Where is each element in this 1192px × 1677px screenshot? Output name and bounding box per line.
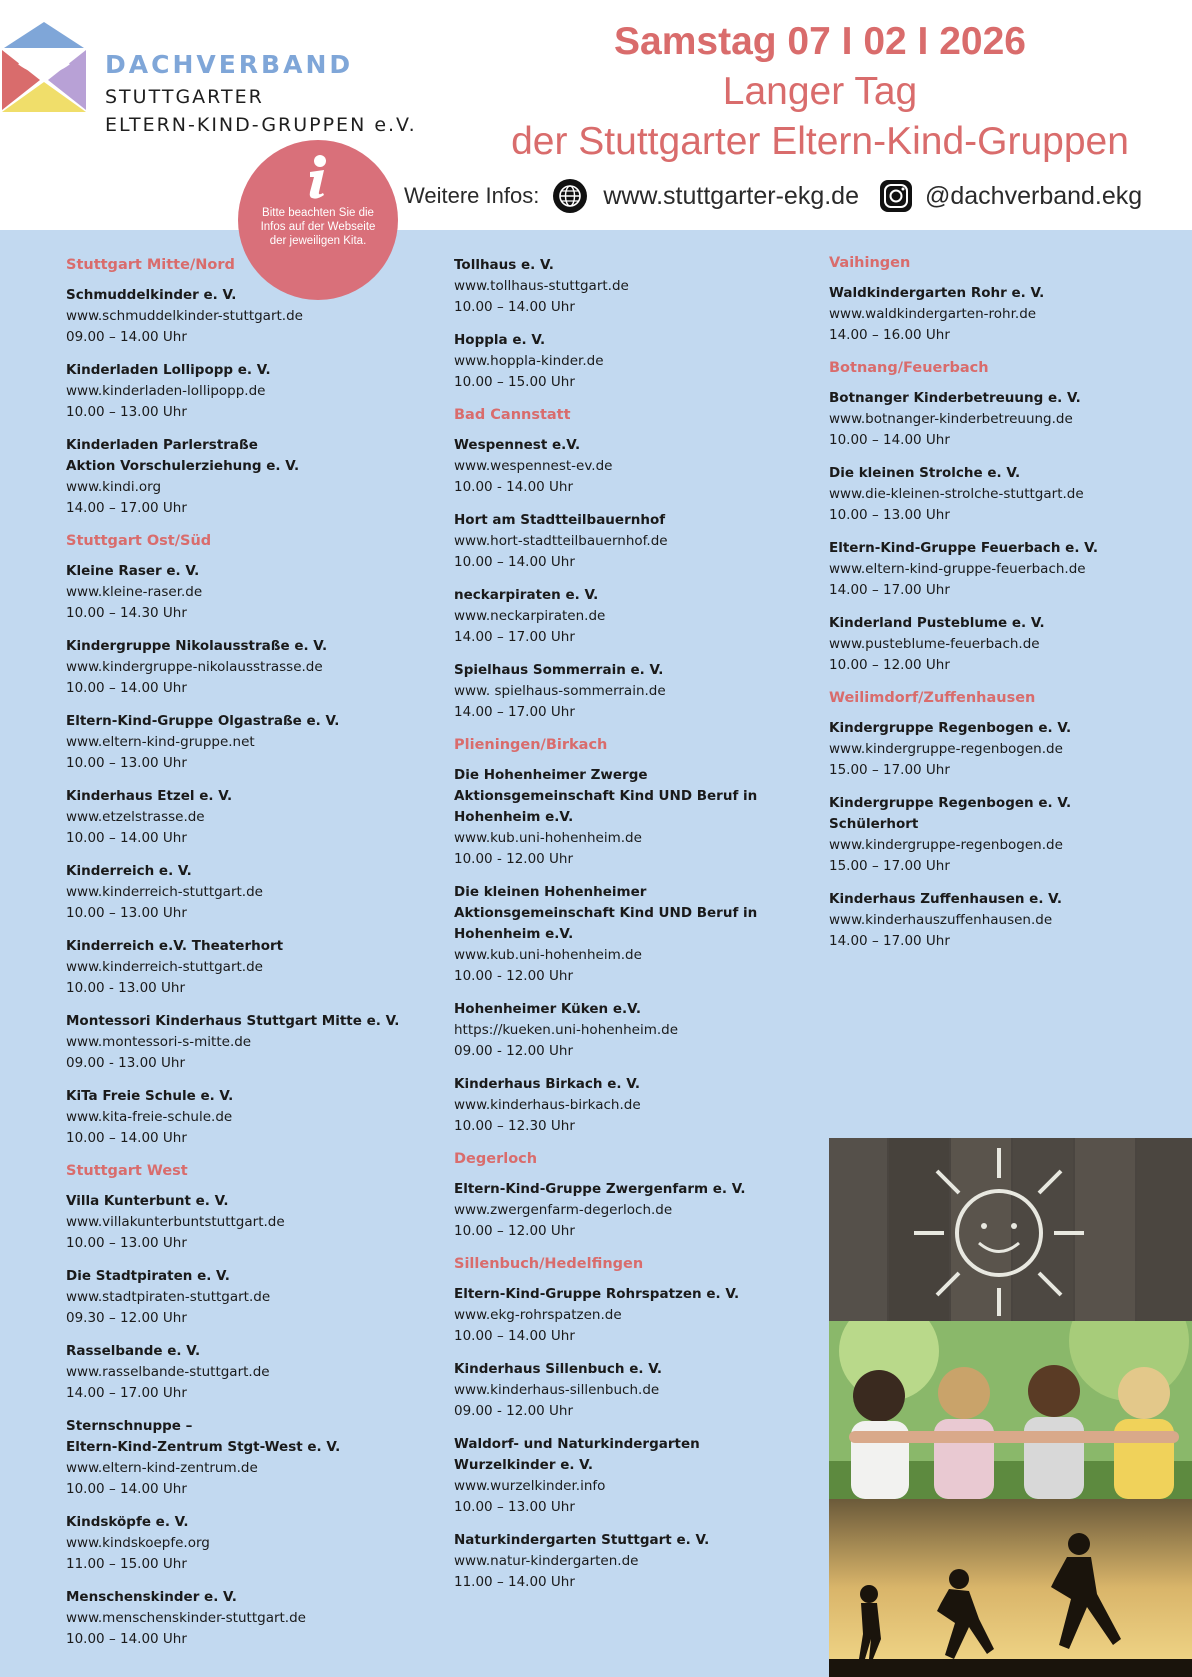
kita-entry (66, 1191, 426, 1254)
kita-name: Die Stadtpiraten e. V. (66, 1268, 230, 1284)
kita-opening-time: 10.00 – 12.00 Uhr (829, 657, 950, 673)
kita-name: Eltern-Kind-Gruppe Rohrspatzen e. V. (454, 1286, 740, 1302)
kita-website-link[interactable]: www.eltern-kind-zentrum.de (66, 1460, 258, 1476)
kita-website-link[interactable]: www.natur-kindergarten.de (454, 1553, 639, 1569)
kita-website-link[interactable]: www.kinderladen-lollipopp.de (66, 383, 266, 399)
kita-entry (66, 861, 426, 924)
kita-opening-time: 14.00 – 16.00 Uhr (829, 327, 950, 343)
kita-opening-time: 09.30 – 12.00 Uhr (66, 1310, 187, 1326)
info-badge (238, 140, 398, 300)
kita-name: Kinderreich e. V. (66, 863, 192, 879)
kita-name: Villa Kunterbunt e. V. (66, 1193, 229, 1209)
kita-opening-time: 09.00 - 12.00 Uhr (454, 1043, 574, 1059)
kita-opening-time: 09.00 - 12.00 Uhr (454, 1403, 574, 1419)
event-date: Samstag 07 I 02 I 2026 (614, 20, 1026, 63)
kita-opening-time: 09.00 - 13.00 Uhr (66, 1055, 186, 1071)
kita-name: Waldorf- und Naturkindergarten Wurzelkinder e. V. (454, 1436, 700, 1473)
kita-website-link[interactable]: www.zwergenfarm-degerloch.de (454, 1202, 673, 1218)
kita-entry (454, 255, 814, 318)
kita-website-link[interactable]: www.wespennest-ev.de (454, 458, 613, 474)
kita-website-link[interactable]: www.schmuddelkinder-stuttgart.de (66, 308, 303, 324)
kita-opening-time: 10.00 – 13.00 Uhr (66, 755, 187, 771)
region-heading: Plieningen/Birkach (454, 737, 608, 753)
kita-entry (66, 1086, 426, 1149)
kita-entry (454, 1359, 814, 1422)
kita-opening-time: 09.00 – 14.00 Uhr (66, 329, 187, 345)
kita-entry (829, 538, 1189, 601)
kita-name: Kinderladen Parlerstraße Aktion Vorschulerziehung e. V. (66, 437, 300, 474)
kita-opening-time: 10.00 – 14.00 Uhr (829, 432, 950, 448)
kita-name: Kinderhaus Sillenbuch e. V. (454, 1361, 663, 1377)
kita-entry (454, 1434, 814, 1518)
kita-opening-time: 10.00 – 12.30 Uhr (454, 1118, 575, 1134)
kita-website-link[interactable]: www.kindskoepfe.org (66, 1535, 210, 1551)
kita-opening-time: 11.00 – 15.00 Uhr (66, 1556, 187, 1572)
region-heading: Stuttgart Ost/Süd (66, 533, 212, 549)
children-running-sunset-photo (829, 1499, 1192, 1677)
kita-entry (66, 435, 426, 519)
region-heading: Vaihingen (829, 255, 911, 271)
kita-name: KiTa Freie Schule e. V. (66, 1088, 234, 1104)
dachverband-logo (0, 18, 88, 138)
kita-opening-time: 10.00 – 15.00 Uhr (454, 374, 575, 390)
kita-website-link[interactable]: https://kueken.uni-hohenheim.de (454, 1022, 679, 1038)
kita-website-link[interactable]: www.ekg-rohrspatzen.de (454, 1307, 622, 1323)
kita-website-link[interactable]: www. spielhaus-sommerrain.de (454, 683, 666, 699)
kita-opening-time: 10.00 – 14.30 Uhr (66, 605, 187, 621)
kita-website-link[interactable]: www.die-kleinen-strolche-stuttgart.de (829, 486, 1084, 502)
kita-name: Kinderhaus Birkach e. V. (454, 1076, 641, 1092)
kita-website-link[interactable]: www.kinderreich-stuttgart.de (66, 959, 263, 975)
kita-entry (454, 660, 814, 723)
kita-opening-time: 11.00 – 14.00 Uhr (454, 1574, 575, 1590)
region-heading: Bad Cannstatt (454, 407, 571, 423)
kita-entry (66, 1512, 426, 1575)
kita-website-link[interactable]: www.kinderhaus-birkach.de (454, 1097, 641, 1113)
kita-entry (454, 999, 814, 1062)
event-title-line2: der Stuttgarter Eltern-Kind-Gruppen (511, 120, 1129, 163)
kita-name: Wespennest e.V. (454, 437, 581, 453)
info-row (404, 178, 1142, 214)
kita-entry (829, 613, 1189, 676)
kita-opening-time: 10.00 – 13.00 Uhr (829, 507, 950, 523)
kita-website-link[interactable]: www.kindergruppe-regenbogen.de (829, 741, 1063, 757)
kita-entry (454, 585, 814, 648)
chalk-sun-photo (829, 1138, 1192, 1321)
kita-website-link[interactable]: www.kub.uni-hohenheim.de (454, 830, 642, 846)
kita-opening-time: 14.00 – 17.00 Uhr (454, 704, 575, 720)
instagram-handle[interactable]: @dachverband.ekg (925, 181, 1143, 210)
kita-name: Naturkindergarten Stuttgart e. V. (454, 1532, 710, 1548)
kita-name: Waldkindergarten Rohr e. V. (829, 285, 1045, 301)
kita-website-link[interactable]: www.kleine-raser.de (66, 584, 203, 600)
kita-opening-time: 10.00 - 14.00 Uhr (454, 479, 574, 495)
kita-name: Eltern-Kind-Gruppe Feuerbach e. V. (829, 540, 1098, 556)
photo-collage (829, 1138, 1192, 1677)
kita-entry (66, 561, 426, 624)
column-2 (454, 255, 814, 1605)
kita-entry (829, 718, 1189, 781)
kita-name: Hoppla e. V. (454, 332, 546, 348)
kita-website-link[interactable]: www.kita-freie-schule.de (66, 1109, 233, 1125)
kita-name: Sternschnuppe – Eltern-Kind-Zentrum Stgt-West e. V. (66, 1418, 341, 1455)
kita-name: Hort am Stadtteilbauernhof (454, 512, 666, 528)
kita-entry (454, 765, 814, 870)
kita-entry (454, 1074, 814, 1137)
kita-opening-time: 14.00 – 17.00 Uhr (66, 1385, 187, 1401)
kita-opening-time: 14.00 – 17.00 Uhr (829, 582, 950, 598)
kita-entry (829, 793, 1189, 877)
kita-name: Kinderhaus Etzel e. V. (66, 788, 233, 804)
kita-name: Kinderladen Lollipopp e. V. (66, 362, 271, 378)
kita-opening-time: 10.00 – 14.00 Uhr (454, 1328, 575, 1344)
instagram-icon (879, 179, 913, 213)
kita-entry (66, 1266, 426, 1329)
info-icon (293, 152, 343, 202)
kita-name: neckarpiraten e. V. (454, 587, 599, 603)
column-3 (829, 253, 1189, 964)
kita-website-link[interactable]: www.kinderreich-stuttgart.de (66, 884, 263, 900)
column-1 (66, 255, 426, 1662)
kita-entry (829, 283, 1189, 346)
kita-entry (66, 360, 426, 423)
org-name-line3: ELTERN-KIND-GRUPPEN e.V. (105, 114, 417, 136)
kita-entry (454, 1284, 814, 1347)
region-heading: Botnang/Feuerbach (829, 360, 989, 376)
website-link[interactable]: www.stuttgarter-ekg.de (603, 181, 859, 210)
kita-opening-time: 10.00 – 14.00 Uhr (66, 1130, 187, 1146)
kita-opening-time: 10.00 – 14.00 Uhr (66, 830, 187, 846)
kita-name: Kleine Raser e. V. (66, 563, 200, 579)
kita-website-link[interactable]: www.stadtpiraten-stuttgart.de (66, 1289, 271, 1305)
event-title-line1: Langer Tag (722, 70, 918, 113)
kita-entry (454, 510, 814, 573)
kita-name: Menschenskinder e. V. (66, 1589, 237, 1605)
kita-website-link[interactable]: www.tollhaus-stuttgart.de (454, 278, 629, 294)
kita-opening-time: 10.00 - 13.00 Uhr (66, 980, 186, 996)
kita-name: Kindergruppe Nikolausstraße e. V. (66, 638, 328, 654)
kita-website-link[interactable]: www.kinderhaus-sillenbuch.de (454, 1382, 660, 1398)
kita-opening-time: 10.00 – 12.00 Uhr (454, 1223, 575, 1239)
kita-website-link[interactable]: www.kinderhauszuffenhausen.de (829, 912, 1053, 928)
kita-entry (66, 786, 426, 849)
kita-opening-time: 10.00 – 13.00 Uhr (66, 905, 187, 921)
info-label: Weitere Infos: (404, 183, 540, 208)
kita-website-link[interactable]: www.kindergruppe-regenbogen.de (829, 837, 1063, 853)
kita-entry (454, 1530, 814, 1593)
kita-opening-time: 10.00 – 14.00 Uhr (66, 1481, 187, 1497)
kita-website-link[interactable]: www.neckarpiraten.de (454, 608, 606, 624)
badge-text: Bitte beachten Sie die Infos auf der Webseite der jeweiligen Kita. (260, 207, 376, 247)
kita-entry (66, 285, 426, 348)
kita-website-link[interactable]: www.montessori-s-mitte.de (66, 1034, 252, 1050)
kita-name: Spielhaus Sommerrain e. V. (454, 662, 664, 678)
kita-entry (66, 936, 426, 999)
kita-opening-time: 10.00 – 14.00 Uhr (454, 554, 575, 570)
region-heading: Weilimdorf/Zuffenhausen (829, 690, 1036, 706)
kita-website-link[interactable]: www.hort-stadtteilbauernhof.de (454, 533, 668, 549)
kita-website-link[interactable]: www.kub.uni-hohenheim.de (454, 947, 642, 963)
kita-name: Die kleinen Strolche e. V. (829, 465, 1021, 481)
kita-website-link[interactable]: www.menschenskinder-stuttgart.de (66, 1610, 306, 1626)
kita-website-link[interactable]: www.kindergruppe-nikolausstrasse.de (66, 659, 323, 675)
kita-name: Kinderhaus Zuffenhausen e. V. (829, 891, 1063, 907)
globe-icon (553, 179, 587, 213)
kita-website-link[interactable]: www.etzelstrasse.de (66, 809, 205, 825)
kita-entry (66, 1416, 426, 1500)
kita-entry (454, 1179, 814, 1242)
kita-opening-time: 10.00 – 14.00 Uhr (66, 680, 187, 696)
kita-name: Die kleinen Hohenheimer Aktionsgemeinschaft Kind UND Beruf in Hohenheim e.V. (454, 884, 758, 942)
kita-entry (66, 1587, 426, 1650)
kita-name: Montessori Kinderhaus Stuttgart Mitte e. V. (66, 1013, 400, 1029)
kita-name: Botnanger Kinderbetreuung e. V. (829, 390, 1081, 406)
header (0, 0, 1192, 230)
kita-website-link[interactable]: www.wurzelkinder.info (454, 1478, 606, 1494)
kita-entry (454, 435, 814, 498)
kita-entry (829, 388, 1189, 451)
kita-name: Kindergruppe Regenbogen e. V. Schülerhort (829, 795, 1072, 832)
kita-entry (829, 889, 1189, 952)
org-name-line1: DACHVERBAND (105, 50, 354, 79)
kita-website-link[interactable]: www.rasselbande-stuttgart.de (66, 1364, 270, 1380)
kita-website-link[interactable]: www.eltern-kind-gruppe.net (66, 734, 255, 750)
kita-website-link[interactable]: www.hoppla-kinder.de (454, 353, 604, 369)
kita-opening-time: 14.00 – 17.00 Uhr (454, 629, 575, 645)
kita-entry (66, 1341, 426, 1404)
kita-opening-time: 10.00 – 13.00 Uhr (66, 404, 187, 420)
kita-website-link[interactable]: www.eltern-kind-gruppe-feuerbach.de (829, 561, 1086, 577)
org-name-line2: STUTTGARTER (105, 86, 264, 108)
kita-opening-time: 10.00 – 14.00 Uhr (66, 1631, 187, 1647)
kita-entry (829, 463, 1189, 526)
region-heading: Stuttgart Mitte/Nord (66, 257, 235, 273)
kita-website-link[interactable]: www.botnanger-kinderbetreuung.de (829, 411, 1073, 427)
kita-entry (66, 711, 426, 774)
kita-opening-time: 10.00 - 12.00 Uhr (454, 851, 574, 867)
kita-opening-time: 10.00 – 13.00 Uhr (66, 1235, 187, 1251)
kita-opening-time: 14.00 – 17.00 Uhr (66, 500, 187, 516)
kita-website-link[interactable]: www.waldkindergarten-rohr.de (829, 306, 1037, 322)
kita-opening-time: 10.00 – 13.00 Uhr (454, 1499, 575, 1515)
kita-name: Kindergruppe Regenbogen e. V. (829, 720, 1072, 736)
kita-opening-time: 10.00 – 14.00 Uhr (454, 299, 575, 315)
kita-opening-time: 14.00 – 17.00 Uhr (829, 933, 950, 949)
kita-website-link[interactable]: www.villakunterbuntstuttgart.de (66, 1214, 285, 1230)
kita-name: Tollhaus e. V. (454, 257, 554, 273)
kita-name: Schmuddelkinder e. V. (66, 287, 237, 303)
kita-name: Hohenheimer Küken e.V. (454, 1001, 641, 1017)
region-heading: Stuttgart West (66, 1163, 188, 1179)
kita-name: Die Hohenheimer Zwerge Aktionsgemeinschaft Kind UND Beruf in Hohenheim e.V. (454, 767, 758, 825)
kita-website-link[interactable]: www.pusteblume-feuerbach.de (829, 636, 1040, 652)
kita-name: Kindsköpfe e. V. (66, 1514, 189, 1530)
kita-website-link[interactable]: www.kindi.org (66, 479, 162, 495)
kita-name: Eltern-Kind-Gruppe Zwergenfarm e. V. (454, 1181, 746, 1197)
kita-entry (66, 1011, 426, 1074)
kita-name: Eltern-Kind-Gruppe Olgastraße e. V. (66, 713, 340, 729)
kita-opening-time: 10.00 - 12.00 Uhr (454, 968, 574, 984)
kita-opening-time: 15.00 – 17.00 Uhr (829, 858, 950, 874)
children-hugging-photo (829, 1321, 1192, 1499)
kita-name: Kinderreich e.V. Theaterhort (66, 938, 284, 954)
kita-opening-time: 15.00 – 17.00 Uhr (829, 762, 950, 778)
kita-name: Rasselbande e. V. (66, 1343, 201, 1359)
region-heading: Sillenbuch/Hedelfingen (454, 1256, 644, 1272)
kita-entry (66, 636, 426, 699)
region-heading: Degerloch (454, 1151, 538, 1167)
kita-name: Kinderland Pusteblume e. V. (829, 615, 1045, 631)
kita-entry (454, 330, 814, 393)
kita-entry (454, 882, 814, 987)
